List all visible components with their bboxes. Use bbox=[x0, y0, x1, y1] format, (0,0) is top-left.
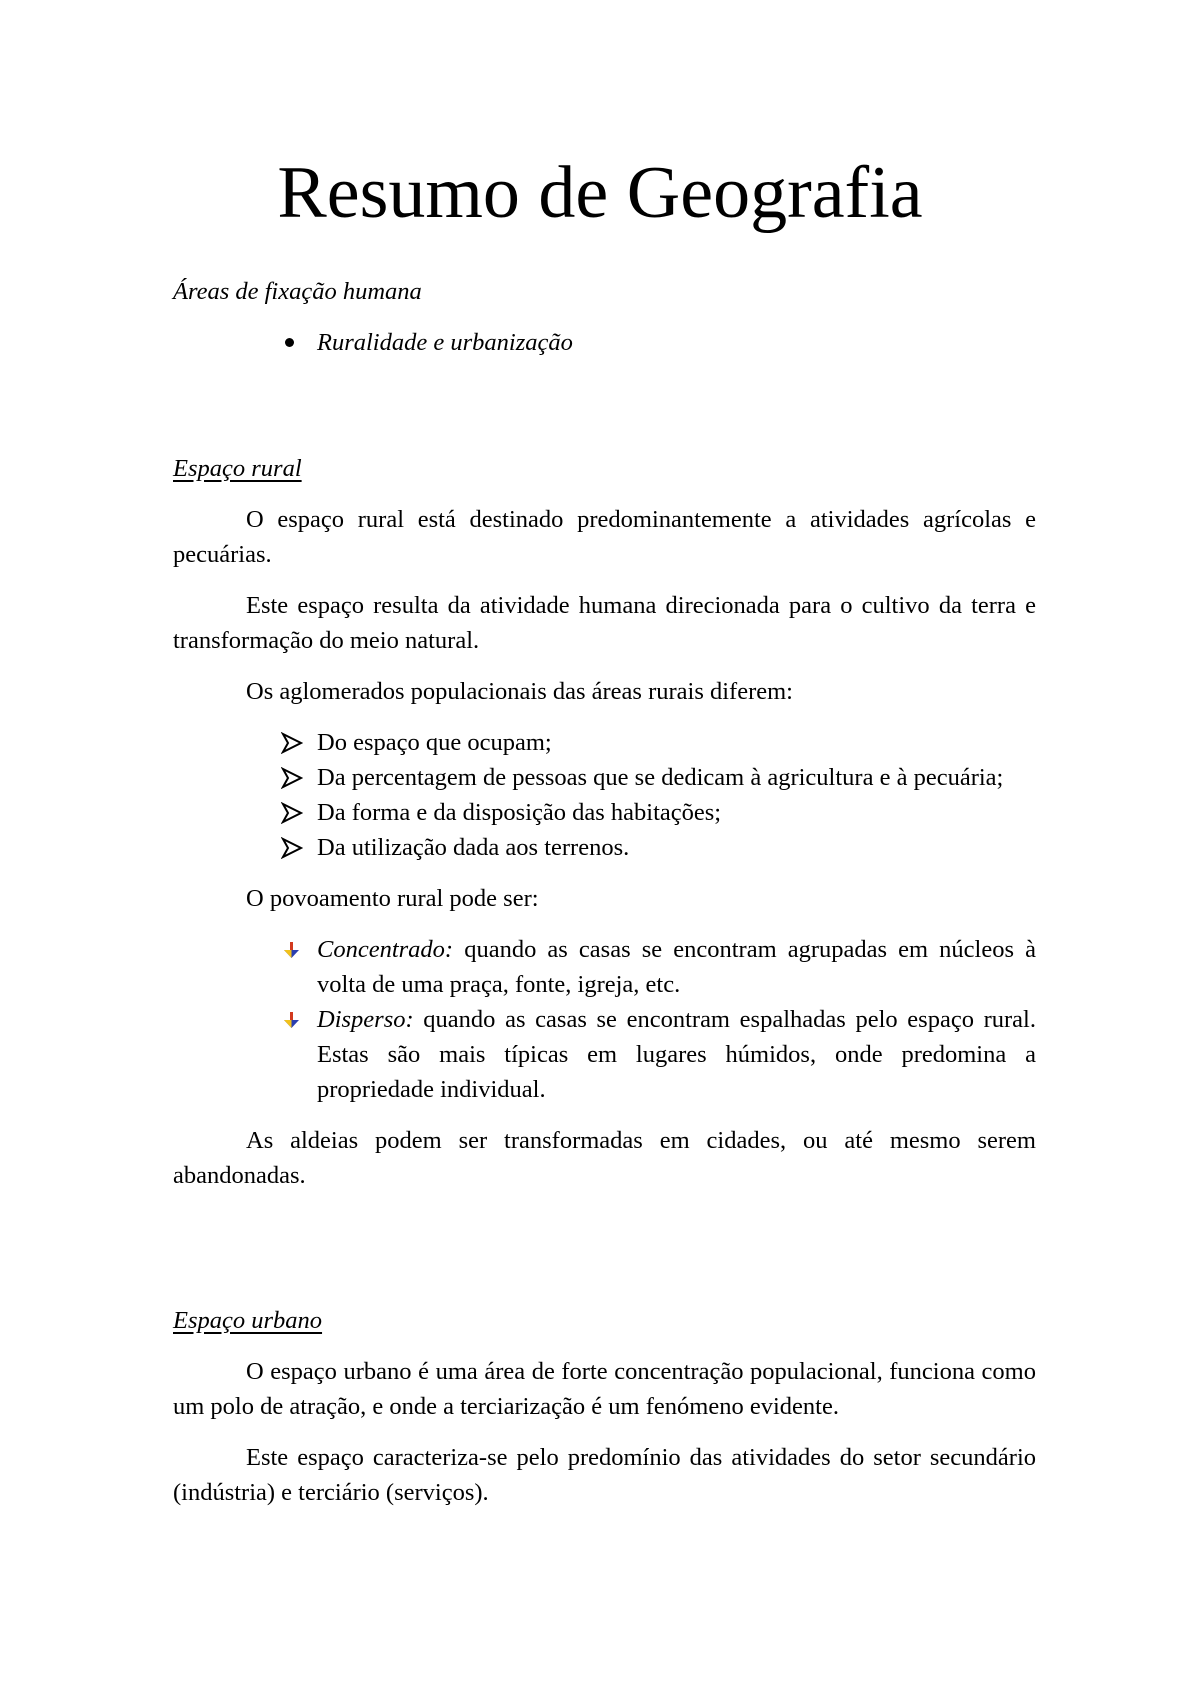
difference-text: Da utilização dada aos terrenos. bbox=[317, 834, 630, 861]
rural-section bbox=[173, 451, 1036, 1193]
rural-paragraph-4: O povoamento rural pode ser: bbox=[246, 885, 539, 912]
settlement-type-term: Concentrado: bbox=[317, 936, 454, 963]
bullet-icon bbox=[281, 325, 307, 360]
list-item bbox=[173, 760, 1036, 795]
intro-heading: Áreas de fixação humana bbox=[173, 278, 422, 305]
rural-heading: Espaço rural bbox=[173, 455, 302, 482]
intro-list bbox=[173, 325, 1036, 360]
arrowhead-icon bbox=[281, 760, 307, 795]
list-item bbox=[173, 830, 1036, 865]
list-item bbox=[173, 932, 1036, 1002]
settlement-types-list bbox=[173, 932, 1036, 1107]
page-title: Resumo de Geografia bbox=[277, 152, 923, 234]
urban-paragraph-1: O espaço urbano é uma área de forte concentração populacional, funciona como um polo de atração, e onde a terciarização é um fenómeno evidente. bbox=[173, 1358, 1036, 1420]
difference-text: Da forma e da disposição das habitações; bbox=[317, 799, 722, 826]
differences-list bbox=[173, 725, 1036, 865]
urban-section bbox=[173, 1303, 1036, 1510]
list-item bbox=[173, 795, 1036, 830]
list-item bbox=[173, 1002, 1036, 1107]
rural-paragraph-3: Os aglomerados populacionais das áreas rurais diferem: bbox=[246, 678, 793, 705]
intro-section bbox=[173, 274, 1036, 360]
urban-heading: Espaço urbano bbox=[173, 1307, 323, 1334]
settlement-type-text: quando as casas se encontram espalhadas pelo espaço rural. Estas são mais típicas em lugares húmidos, onde predomina a propriedade individual. bbox=[317, 1006, 1036, 1103]
list-item bbox=[173, 725, 1036, 760]
difference-text: Da percentagem de pessoas que se dedicam à agricultura e à pecuária; bbox=[317, 764, 1004, 791]
rural-paragraph-2: Este espaço resulta da atividade humana direcionada para o cultivo da terra e transformação do meio natural. bbox=[173, 592, 1036, 654]
arrowhead-icon bbox=[281, 795, 307, 830]
list-item bbox=[173, 325, 1036, 360]
arrowhead-icon bbox=[281, 830, 307, 865]
difference-text: Do espaço que ocupam; bbox=[317, 729, 552, 756]
urban-paragraph-2: Este espaço caracteriza-se pelo predomínio das atividades do setor secundário (indústria) e terciário (serviços). bbox=[173, 1444, 1036, 1506]
arrowhead-icon bbox=[281, 725, 307, 760]
rural-paragraph-1: O espaço rural está destinado predominantemente a atividades agrícolas e pecuárias. bbox=[173, 506, 1036, 568]
arrow-down-icon bbox=[281, 932, 307, 967]
arrow-down-icon bbox=[281, 1002, 307, 1037]
settlement-type-term: Disperso: bbox=[317, 1006, 414, 1033]
settlement-type-text: quando as casas se encontram agrupadas em núcleos à volta de uma praça, fonte, igreja, etc. bbox=[317, 936, 1036, 998]
rural-paragraph-5: As aldeias podem ser transformadas em cidades, ou até mesmo serem abandonadas. bbox=[173, 1127, 1036, 1189]
intro-bullet-text: Ruralidade e urbanização bbox=[317, 329, 573, 356]
